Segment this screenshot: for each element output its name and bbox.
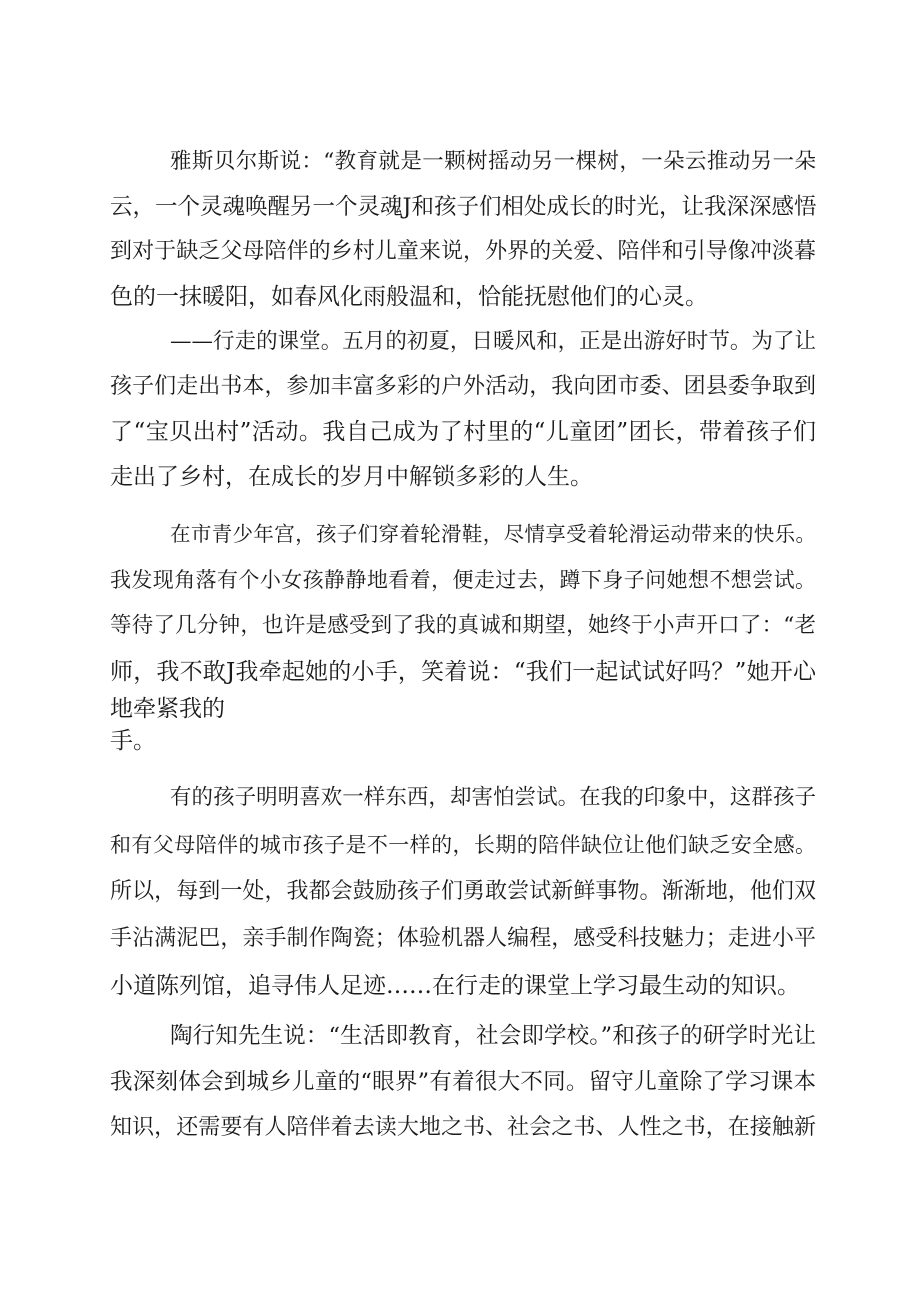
paragraph-2-line-1: ——行走的课堂。五月的初夏，日暖风和，正是出游好时节。为了让 — [170, 329, 816, 354]
paragraph-2-line-4: 走出了乡村，在成长的岁月中解锁多彩的人生。 — [110, 464, 593, 490]
paragraph-3-line-3: 等待了几分钟，也许是感受到了我的真诚和期望，她终于小声开口了：“老 — [110, 613, 816, 638]
paragraph-1-line-4: 色的一抹暖阳，如春风化雨般温和，恰能抚慰他们的心灵。 — [110, 284, 708, 310]
paragraph-2-line-2: 孩子们走出书本，参加丰富多彩的户外活动，我向团市委、团县委争取到 — [110, 374, 816, 399]
paragraph-4-line-4: 手沾满泥巴，亲手制作陶瓷；体验机器人编程，感受科技魅力；走进小平 — [110, 926, 816, 951]
paragraph-1-line-3: 到对于缺乏父母陪伴的乡村儿童来说，外界的关爱、陪伴和引导像冲淡暮 — [110, 239, 816, 264]
paragraph-4-line-3: 所以，每到一处，我都会鼓励孩子们勇敢尝试新鲜事物。渐渐地，他们双 — [110, 879, 816, 904]
paragraph-4-line-2: 和有父母陪伴的城市孩子是不一样的，长期的陪伴缺位让他们缺乏安全感。 — [110, 833, 816, 857]
paragraph-5-line-3: 知识，还需要有人陪伴着去读大地之书、社会之书、人性之书，在接触新 — [110, 1115, 816, 1140]
paragraph-3-line-6: 手。 — [110, 728, 156, 754]
paragraph-4-line-5: 小道陈列馆，追寻伟人足迹……在行走的课堂上学习最生动的知识。 — [110, 973, 800, 999]
paragraph-1-line-2: 云，一个灵魂唤醒另一个灵魂J和孩子们相处成长的时光，让我深深感悟 — [110, 194, 817, 220]
paragraph-3-line-5: 地牵紧我的 — [110, 696, 225, 722]
paragraph-5-line-2: 我深刻体会到城乡儿童的“眼界”有着很大不同。留守儿童除了学习课本 — [110, 1069, 816, 1095]
paragraph-3-line-1: 在市青少年宫，孩子们穿着轮滑鞋，尽情享受着轮滑运动带来的快乐。 — [170, 522, 816, 546]
paragraph-5-line-1: 陶行知先生说：“生活即教育，社会即学校。”和孩子的研学时光让 — [170, 1023, 816, 1049]
paragraph-3-line-2: 我发现角落有个小女孩静静地看着，便走过去，蹲下身子问她想不想尝试。 — [110, 568, 816, 592]
paragraph-1-line-1: 雅斯贝尔斯说：“教育就是一颗树摇动另一棵树，一朵云推动另一朵 — [170, 149, 816, 174]
paragraph-4-line-1: 有的孩子明明喜欢一样东西，却害怕尝试。在我的印象中，这群孩子 — [170, 785, 816, 810]
paragraph-2-line-3: 了“宝贝出村”活动。我自己成为了村里的“儿童团”团长，带着孩子们 — [110, 419, 816, 445]
paragraph-3-line-4: 师，我不敢J我牵起她的小手，笑着说：“我们一起试试好吗？”她开心 — [110, 659, 816, 685]
